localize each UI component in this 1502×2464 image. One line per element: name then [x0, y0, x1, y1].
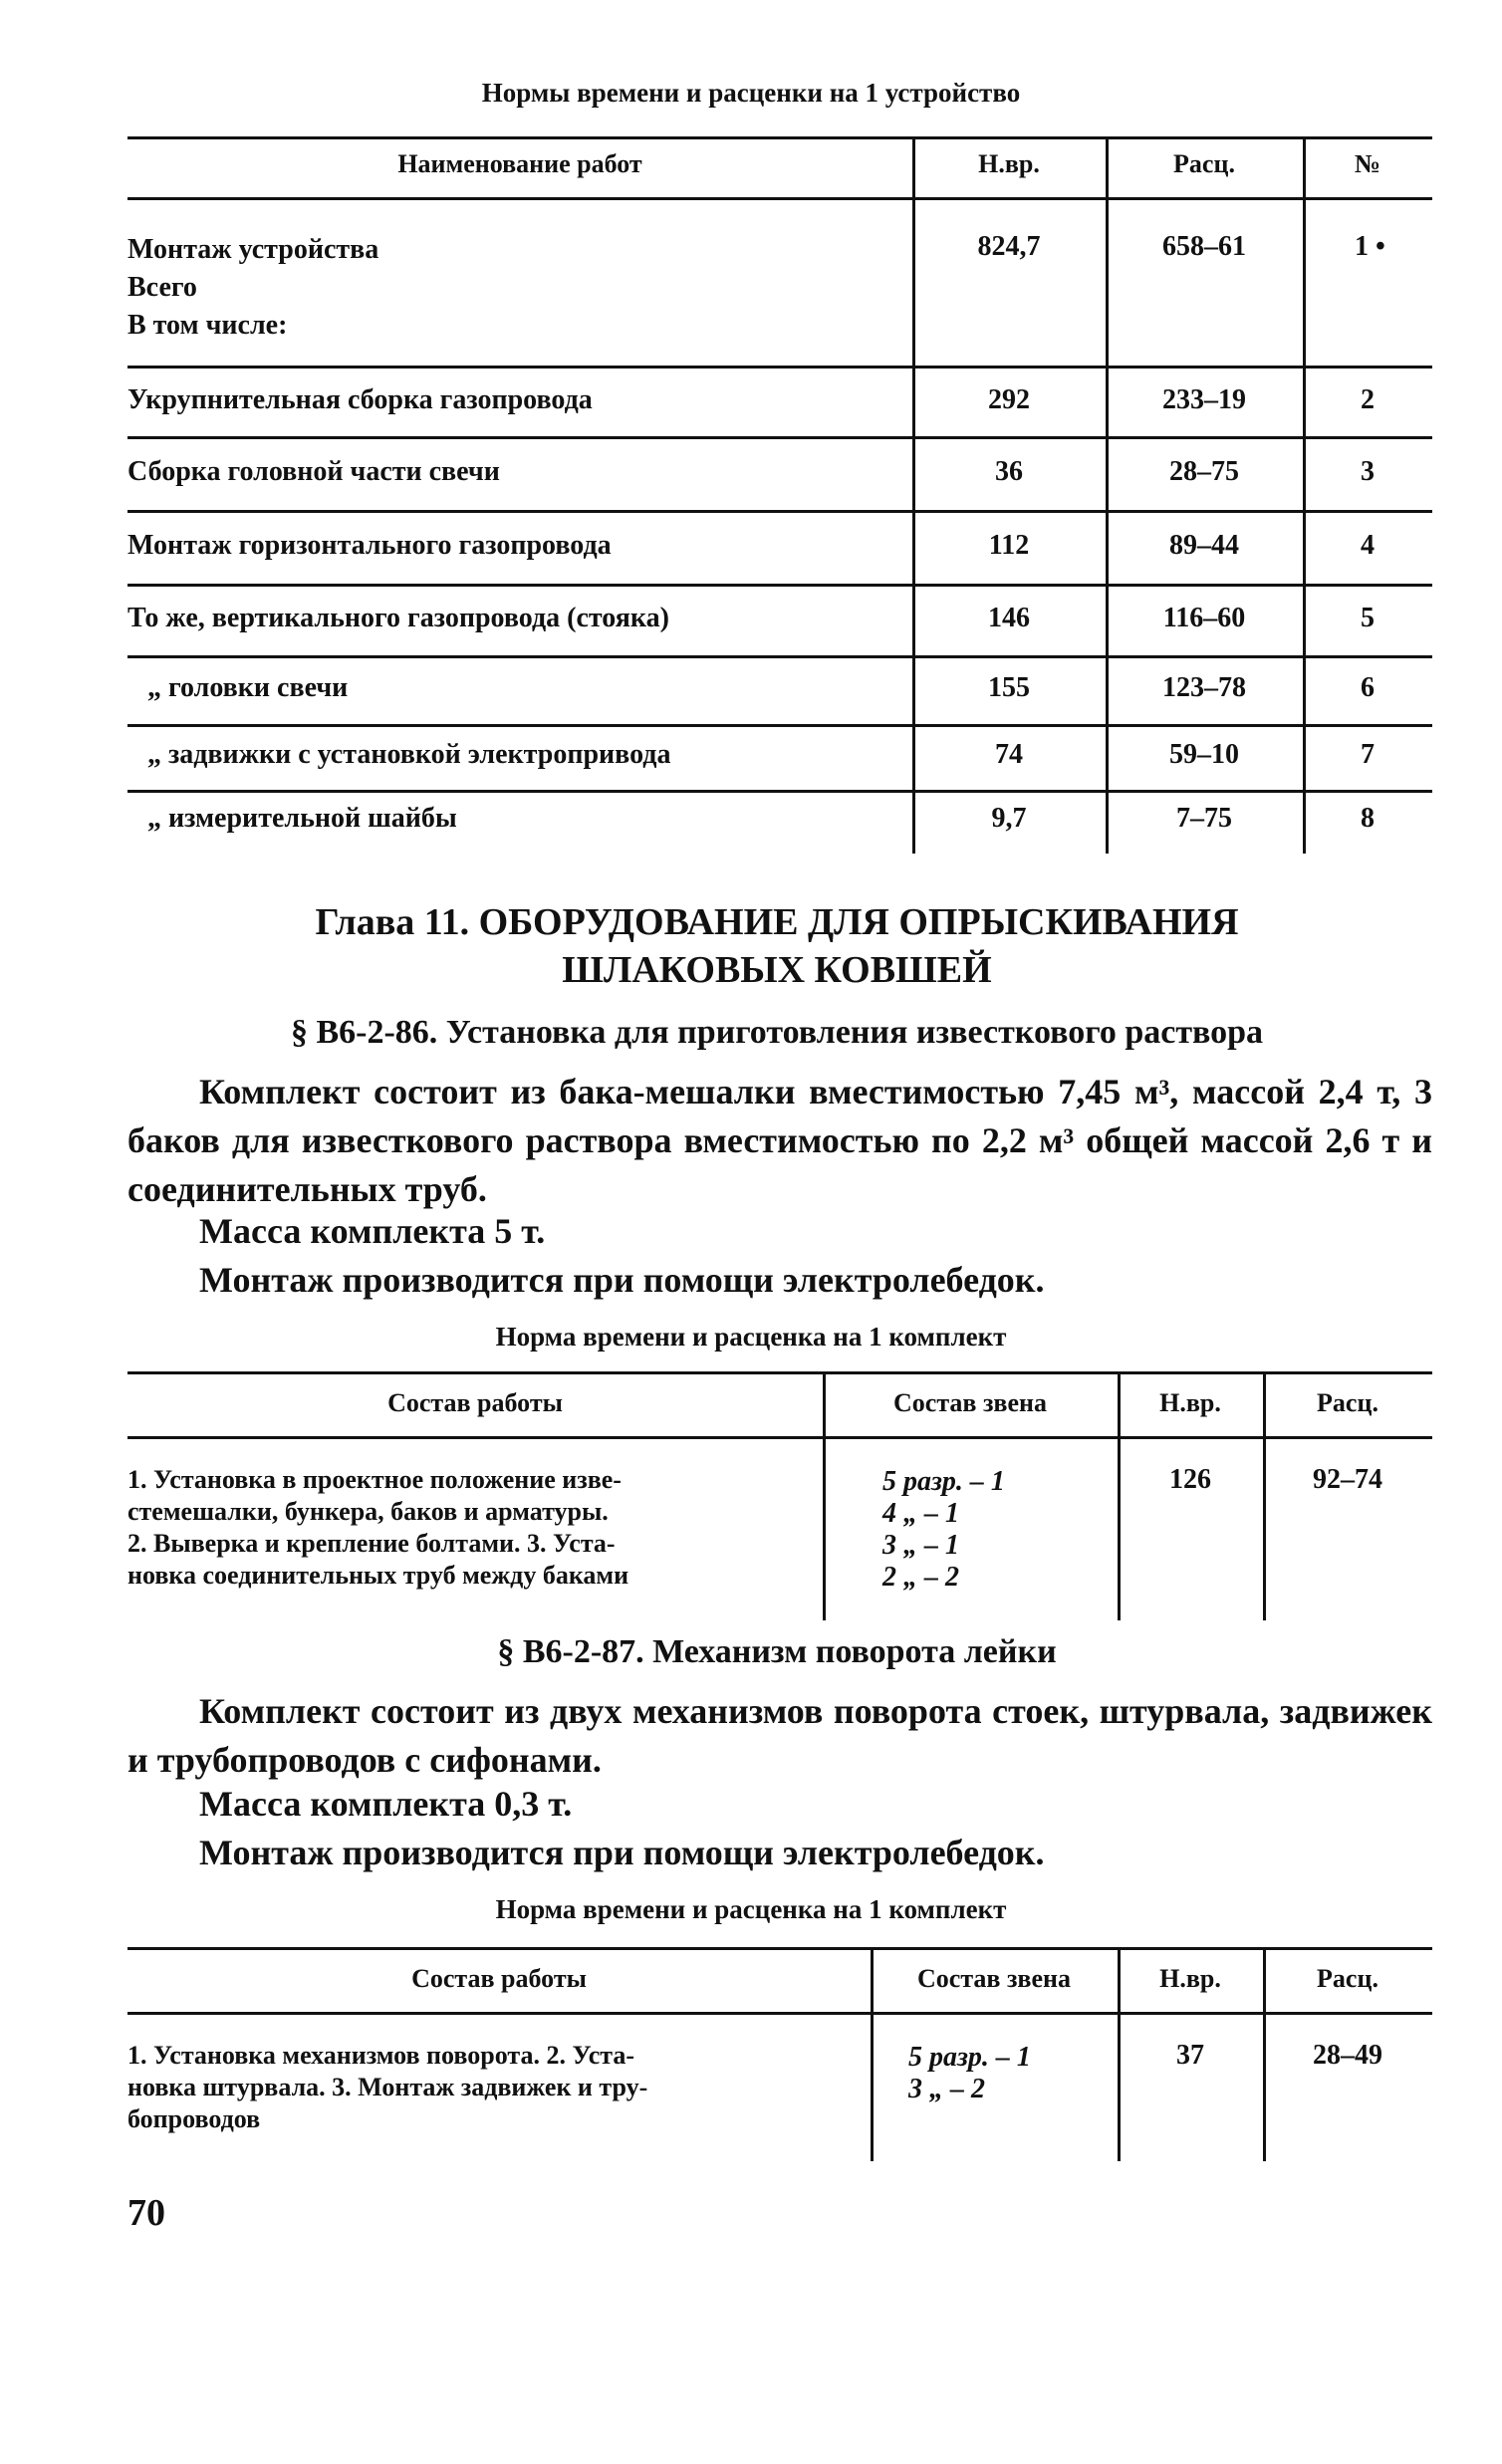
row-nvr: 36 [995, 456, 1023, 487]
work-line: 1. Установка механизмов поворота. 2. Уста- [127, 2041, 635, 2070]
crew-composition [908, 2042, 1031, 2105]
col-header-crew: Состав звена [893, 1388, 1047, 1417]
row-nvr: 824,7 [977, 231, 1041, 262]
col-header-nvr: Н.вр. [978, 149, 1040, 178]
col-header-rasc: Расц. [1317, 1964, 1378, 1993]
row-rasc: 92–74 [1313, 1464, 1382, 1495]
mass-line: Масса комплекта 5 т. [199, 1211, 546, 1251]
table-rule [127, 655, 1432, 658]
table-rule [127, 724, 1432, 727]
page-number: 70 [127, 2192, 165, 2234]
work-line: стемешалки, бункера, баков и арматуры. [127, 1497, 609, 1526]
col-header-num: № [1354, 149, 1381, 178]
crew-line: 2 „ – 2 [882, 1562, 959, 1593]
row-num: 7 [1361, 739, 1375, 770]
table-row-name [127, 231, 378, 345]
row-name-line: Монтаж устройства [127, 234, 379, 265]
crew-line: 3 „ – 2 [908, 2074, 985, 2104]
section-title: § В6-2-86. Установка для приготовления известкового раствора [290, 1014, 1264, 1051]
table-row-name: „ головки свечи [147, 672, 349, 703]
crew-line: 3 „ – 1 [882, 1530, 959, 1561]
section-paragraph [127, 1687, 1432, 1785]
table-rule [127, 1436, 1432, 1439]
row-num: 6 [1361, 672, 1375, 703]
row-rasc: 89–44 [1169, 530, 1239, 561]
row-num: 8 [1361, 803, 1375, 834]
crew-line: 4 „ – 1 [882, 1498, 959, 1529]
paragraph-text: Комплект состоит из бака-мешалки вместимостью 7,45 м³, массой 2,4 т, 3 баков для известкового раствора вместимостью по 2,2 м³ общей массой 2,6 т и соединительных труб. [127, 1072, 1432, 1209]
table3-caption: Норма времени и расценка на 1 комплект [495, 1894, 1007, 1924]
table-row-name: Сборка головной части свечи [127, 456, 500, 487]
section-title: § В6-2-87. Механизм поворота лейки [497, 1633, 1057, 1670]
table-row-name: Укрупнительная сборка газопровода [127, 384, 593, 415]
crew-line: 5 разр. – 1 [882, 1466, 1005, 1497]
table-rule [127, 2012, 1432, 2015]
row-rasc: 7–75 [1176, 803, 1232, 834]
row-rasc: 116–60 [1162, 603, 1246, 633]
table1-caption: Нормы времени и расценки на 1 устройство [481, 78, 1021, 108]
row-num [1355, 231, 1385, 263]
bullet-marker-icon: • [1369, 231, 1385, 262]
row-rasc: 28–49 [1313, 2040, 1382, 2071]
mount-line: Монтаж производится при помощи электролебедок. [199, 1833, 1045, 1872]
work-description [127, 1464, 628, 1592]
row-rasc: 233–19 [1162, 384, 1246, 415]
col-header-rasc: Расц. [1317, 1388, 1378, 1417]
row-rasc: 59–10 [1169, 739, 1239, 770]
row-name-line: Всего [127, 272, 197, 303]
chapter-heading-line: ШЛАКОВЫХ КОВШЕЙ [562, 949, 992, 991]
row-num-value: 1 [1355, 231, 1369, 262]
col-header-work: Состав работы [411, 1964, 587, 1993]
table2-caption: Норма времени и расценка на 1 комплект [495, 1322, 1007, 1352]
work-line: новка соединительных труб между баками [127, 1561, 629, 1590]
row-nvr: 292 [988, 384, 1030, 415]
work-description [127, 2040, 647, 2135]
col-header-nvr: Н.вр. [1159, 1388, 1221, 1417]
crew-line: 5 разр. – 1 [908, 2042, 1031, 2073]
table-rule [127, 136, 1432, 139]
table-rule [127, 436, 1432, 439]
row-nvr: 126 [1169, 1464, 1211, 1495]
table-rule [127, 366, 1432, 369]
table-rule [127, 584, 1432, 587]
work-line: 2. Выверка и крепление болтами. 3. Уста- [127, 1529, 616, 1558]
table-rule [127, 197, 1432, 200]
work-line: новка штурвала. 3. Монтаж задвижек и тру- [127, 2073, 648, 2101]
section-paragraph [127, 1068, 1432, 1214]
col-header-crew: Состав звена [917, 1964, 1071, 1993]
col-header-nvr: Н.вр. [1159, 1964, 1221, 1993]
table-row-name: „ измерительной шайбы [147, 803, 457, 834]
row-nvr: 9,7 [991, 803, 1027, 834]
row-nvr: 37 [1176, 2040, 1204, 2071]
crew-composition [882, 1466, 1005, 1594]
row-rasc: 123–78 [1162, 672, 1246, 703]
col-header-name: Наименование работ [397, 149, 642, 178]
chapter-heading-line: Глава 11. ОБОРУДОВАНИЕ ДЛЯ ОПРЫСКИВАНИЯ [315, 901, 1239, 943]
chapter-heading [129, 898, 1424, 994]
row-num: 3 [1361, 456, 1375, 487]
mass-line: Масса комплекта 0,3 т. [199, 1784, 573, 1824]
work-line: 1. Установка в проектное положение изве- [127, 1465, 622, 1494]
row-num: 2 [1361, 384, 1375, 415]
row-nvr: 74 [995, 739, 1023, 770]
row-num: 4 [1361, 530, 1375, 561]
col-header-work: Состав работы [387, 1388, 563, 1417]
row-nvr: 146 [988, 603, 1030, 633]
mount-line: Монтаж производится при помощи электролебедок. [199, 1260, 1045, 1300]
paragraph-text: Комплект состоит из двух механизмов поворота стоек, штурвала, задвижек и трубопроводов с сифонами. [127, 1691, 1432, 1780]
row-rasc: 28–75 [1169, 456, 1239, 487]
row-rasc: 658–61 [1162, 231, 1246, 262]
row-num: 5 [1361, 603, 1375, 633]
col-header-rasc: Расц. [1173, 149, 1235, 178]
table-rule [127, 790, 1432, 793]
row-nvr: 155 [988, 672, 1030, 703]
table-rule [127, 510, 1432, 513]
table-row-name: Монтаж горизонтального газопровода [127, 530, 612, 561]
work-line: бопроводов [127, 2104, 261, 2133]
table-row-name: То же, вертикального газопровода (стояка) [127, 603, 669, 633]
row-name-line: В том числе: [127, 310, 288, 341]
table-row-name: „ задвижки с установкой электропривода [147, 739, 671, 770]
table-rule [127, 1371, 1432, 1374]
row-nvr: 112 [988, 530, 1030, 561]
table-rule [127, 1947, 1432, 1950]
